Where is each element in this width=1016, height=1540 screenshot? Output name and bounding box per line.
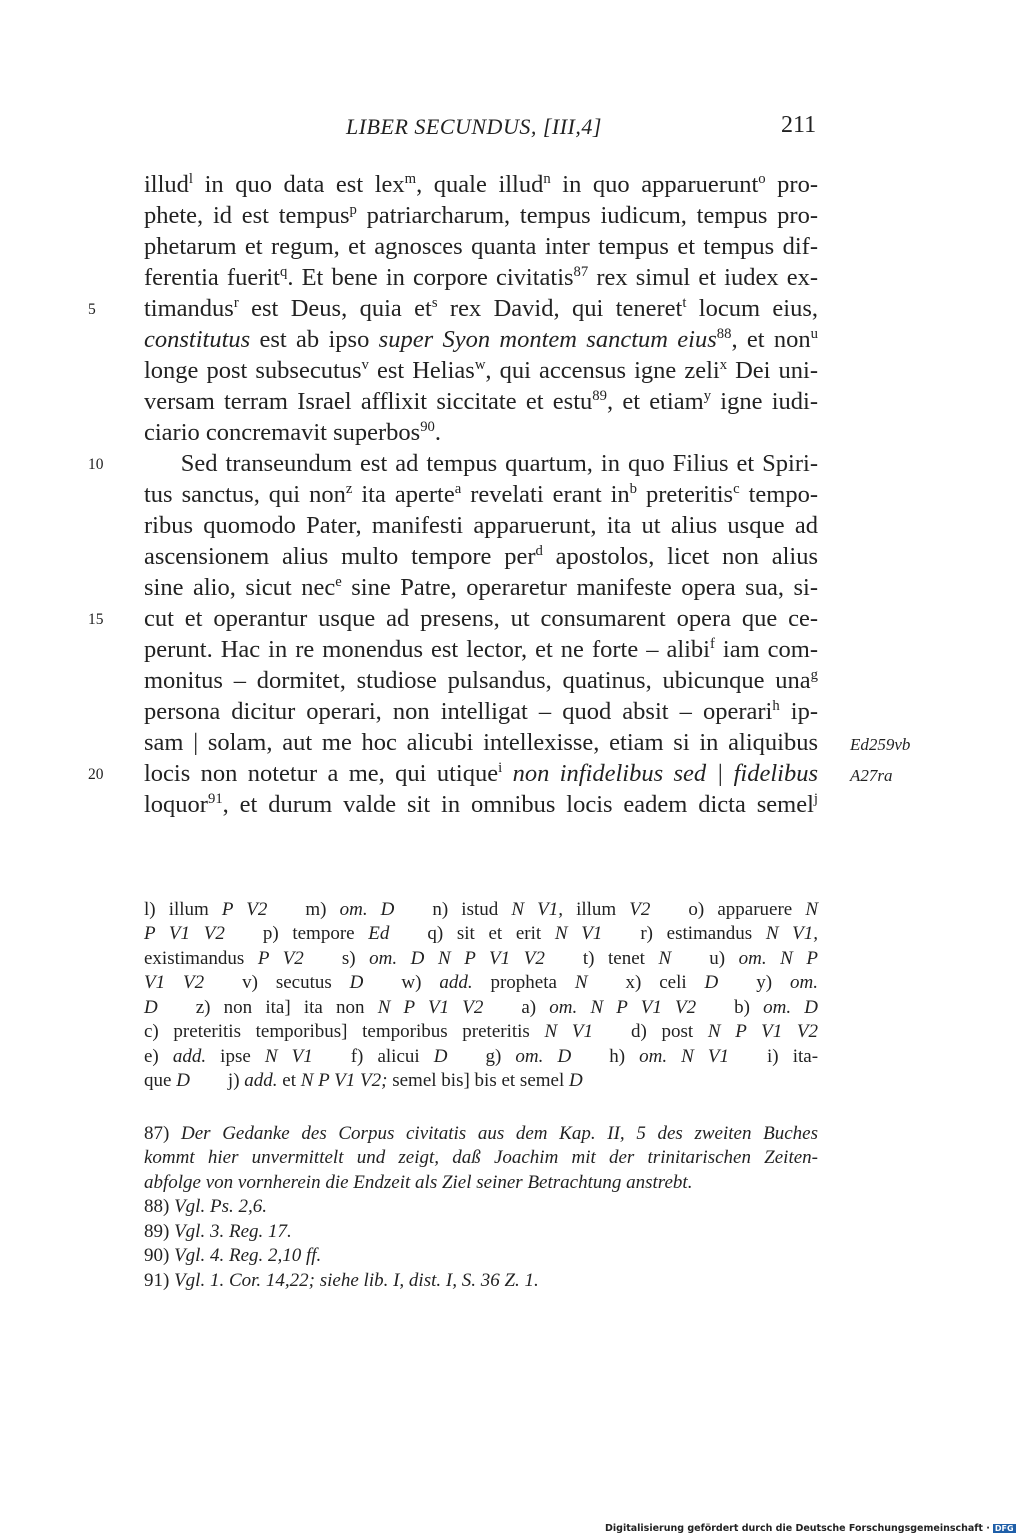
line-number-15: 15 [88, 611, 104, 628]
text-line: phete, id est tempus$^p$ patriarcharum, tempus iudicum, tempus pro- [144, 201, 818, 229]
text-line: ribus quomodo Pater, manifesti apparuerunt, ita ut alius usque ad [144, 512, 818, 539]
text-line: persona dicitur operari, non intelligat – quod absit – operari$^h$ ip- [144, 697, 818, 725]
apparatus-line: V1 V2 v) secutus D w) add. propheta N x) celi D y) om. [144, 972, 818, 993]
dfg-logo: DFG [994, 1524, 1014, 1533]
text-line: tus sanctus, qui non$^z$ ita aperte$^a$ revelati erant $in^b$ preteritis$^c$ tempo- [144, 480, 819, 508]
text-line: locis non notetur a me, qui utique$^i$ non infidelibus sed | fidelibus [144, 759, 818, 787]
apparatus-line: D z) non ita] ita non N P V1 V2 a) om. N P V1 V2 b) om. D [144, 997, 819, 1018]
footnote-line: 89) Vgl. 3. Reg. 17. [144, 1221, 292, 1242]
footnote-line: 91) Vgl. 1. Cor. 14,22; siehe lib. I, dist. I, S. 36 Z. 1. [144, 1270, 539, 1291]
apparatus-line: c) preteritis temporibus] temporibus preteritis N V1 d) post N P V1 V2 [144, 1021, 819, 1042]
text-line: monitus – dormitet, studiose pulsandus, quatinus, ubicunque una$^g$ [144, 666, 818, 694]
page-number: 211 [781, 112, 817, 138]
margin-note: Ed259vb [850, 735, 911, 754]
text-line: illud$^l$ in quo data est lex$^m$, quale illud$^n$ in quo apparuerunt$^o$ pro- [144, 170, 819, 198]
footnote-line: 87) Der Gedanke des Corpus civitatis aus dem Kap. II, 5 des zweiten Buches [144, 1123, 819, 1144]
text-line: Sed transeundum est ad tempus quartum, in quo Filius et Spiri- [144, 450, 818, 477]
text-line: loquor$^{91}$, et durum valde sit in omnibus locis eadem dicta semel$^j$ [144, 790, 818, 818]
text-line: constitutus est ab ipso super Syon montem sanctum eius$^{88}$, et non$^u$ [144, 325, 818, 353]
text-line: versam terram Israel afflixit siccitate et estu$^{89}$, et etiam$^y$ igne iudi- [144, 387, 818, 415]
line-number-5: 5 [88, 301, 96, 318]
text-line: ciario concremavit superbos$^{90}$. [144, 418, 442, 446]
margin-note: A27ra [850, 766, 893, 785]
text-line: sam | solam, aut me hoc alicubi intellexisse, etiam si in aliquibus [144, 729, 818, 756]
line-number-10: 10 [88, 456, 104, 473]
text-line: perunt. Hac in re monendus est lector, et ne forte – alibi$^f$ iam com- [144, 635, 818, 663]
text-line: ascensionem alius multo tempore per$^d$ apostolos, licet non alius [144, 542, 818, 570]
footnote-line: kommt hier unvermittelt und zeigt, daß Joachim mit der trinitarischen Zeiten- [144, 1147, 818, 1168]
apparatus-line: P V1 V2 p) tempore Ed q) sit et erit N V1 r) estimandus N V1, [144, 923, 819, 944]
apparatus-line: l) illum P V2 m) om. D n) istud N V1, illum V2 o) apparuere N [144, 899, 818, 920]
digitization-credit [605, 1523, 1016, 1534]
text-line: phetarum et regum, et agnosces quanta inter tempus et tempus dif- [144, 233, 818, 260]
text-line: timandus$^r$ est Deus, quia $et^s$ rex David, qui teneret$^t$ locum eius, [144, 294, 818, 322]
text-line: longe post subsecutus$^v$ est Helias$^w$, qui accensus igne zeli$^x$ Dei uni- [144, 356, 818, 384]
footnote-line: abfolge von vornherein die Endzeit als Ziel seiner Betrachtung anstrebt. [144, 1172, 693, 1193]
apparatus-line: que D j) add. et N P V1 V2; semel bis] bis et semel D [144, 1070, 583, 1091]
line-number-20: 20 [88, 766, 104, 783]
footnote-line: 90) Vgl. 4. Reg. 2,10 ff. [144, 1245, 322, 1266]
text-line: sine alio, sicut nec$^e$ sine Patre, operaretur manifeste opera sua, si- [144, 573, 818, 601]
credit-text: Digitalisierung gefördert durch die Deutsche Forschungsgemeinschaft · [605, 1523, 990, 1534]
text-line: cut et operantur usque ad presens, ut consumarent opera que ce- [144, 605, 818, 632]
page-header [0, 114, 1000, 144]
text-line: ferentia fuerit$^q$. Et bene in corpore civitatis$^{87}$ rex simul et iudex ex- [144, 263, 818, 291]
running-title: LIBER SECUNDUS, [III,4] [346, 114, 602, 139]
apparatus-line: existimandus P V2 s) om. D N P V1 V2 t) tenet N u) om. N P [144, 948, 819, 969]
footnote-line: 88) Vgl. Ps. 2,6. [144, 1196, 267, 1217]
apparatus-line: e) add. ipse N V1 f) alicui D g) om. D h) om. N V1 i) ita- [144, 1046, 819, 1067]
